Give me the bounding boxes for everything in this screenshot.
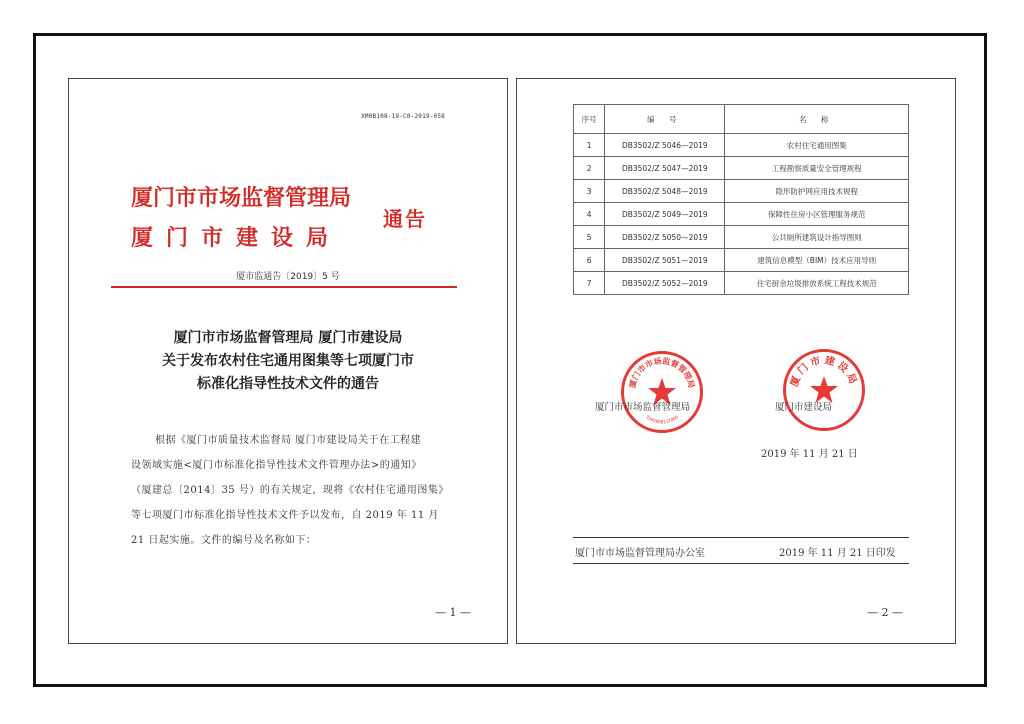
cell-seq: 2 — [574, 157, 605, 180]
print-date: 2019 年 11 月 21 日印发 — [779, 548, 896, 559]
table-row — [574, 249, 909, 272]
cell-name: 农村住宅通用图集 — [725, 134, 909, 157]
table-row — [574, 157, 909, 180]
page-1 — [68, 78, 508, 644]
cell-seq: 6 — [574, 249, 605, 272]
cell-code: DB3502/Z 5047—2019 — [605, 157, 725, 180]
table-row — [574, 226, 909, 249]
official-seal-construction-bureau — [783, 349, 865, 431]
column-header-name: 名 称 — [725, 105, 909, 134]
document-code: XM0B108-19-C0-2019-058 — [361, 113, 445, 120]
standards-table — [573, 104, 909, 295]
cell-seq: 7 — [574, 272, 605, 295]
cell-name: 建筑信息模型（BIM）技术应用导则 — [725, 249, 909, 272]
issuer-construction-bureau: 厦门市建设局 — [131, 225, 342, 251]
document-number: 厦市监通告〔2019〕5 号 — [236, 272, 340, 282]
seal-code: 3502000117060 — [644, 415, 680, 426]
signing-date: 2019 年 11 月 21 日 — [761, 449, 858, 460]
cell-code: DB3502/Z 5050—2019 — [605, 226, 725, 249]
cell-seq: 1 — [574, 134, 605, 157]
body-text-line: 等七项厦门市标准化指导性技术文件予以发布，自 2019 年 11 月 — [131, 510, 439, 521]
signatory-construction-bureau: 厦门市建设局 — [775, 402, 833, 413]
signatory-market-supervision: 厦门市市场监督管理局 — [595, 402, 691, 413]
column-header-code: 编 号 — [605, 105, 725, 134]
issuer-market-supervision: 厦门市市场监督管理局 — [131, 185, 352, 211]
footer-rule-bottom — [573, 563, 909, 564]
footer-rule-top — [573, 537, 909, 538]
seal-text: 厦门市市场监督管理局 — [627, 356, 697, 389]
body-text-line: （厦建总〔2014〕35 号）的有关规定，现将《农村住宅通用图集》 — [131, 485, 449, 496]
body-text-line: 21 日起实施。文件的编号及名称如下： — [131, 535, 317, 546]
page-number: — 1 — — [435, 606, 471, 619]
cell-seq: 4 — [574, 203, 605, 226]
cell-name: 保障性住房小区管理服务规范 — [725, 203, 909, 226]
red-divider — [111, 286, 457, 288]
cell-name: 隐形防护网应用技术规程 — [725, 180, 909, 203]
cell-name: 公共厕所建筑设计指导图则 — [725, 226, 909, 249]
cell-name: 住宅厨余垃圾排放系统工程技术规范 — [725, 272, 909, 295]
notice-word: 通告 — [383, 207, 427, 231]
page-2 — [516, 78, 956, 644]
seal-text: 厦门市建设局 — [788, 355, 860, 389]
cell-code: DB3502/Z 5052—2019 — [605, 272, 725, 295]
cell-code: DB3502/Z 5049—2019 — [605, 203, 725, 226]
seal-graphic — [786, 352, 862, 428]
title-line: 厦门市市场监督管理局 厦门市建设局 — [173, 330, 403, 346]
issuing-office: 厦门市市场监督管理局办公室 — [575, 548, 705, 559]
cell-code: DB3502/Z 5046—2019 — [605, 134, 725, 157]
cell-name: 工程勘察质量安全管理规程 — [725, 157, 909, 180]
official-seal-market-supervision — [621, 351, 703, 433]
body-text-line: 设领域实施<厦门市标准化指导性技术文件管理办法>的通知》 — [131, 460, 422, 471]
cell-code: DB3502/Z 5048—2019 — [605, 180, 725, 203]
cell-seq: 5 — [574, 226, 605, 249]
table-row — [574, 180, 909, 203]
page-number: — 2 — — [867, 606, 903, 619]
svg-text:3502000117060 — [644, 414, 679, 425]
table-row — [574, 272, 909, 295]
table-header-row — [574, 105, 909, 134]
cell-seq: 3 — [574, 180, 605, 203]
body-text-line: 根据《厦门市质量技术监督局 厦门市建设局关于在工程建 — [155, 435, 422, 446]
title-line: 关于发布农村住宅通用图集等七项厦门市 — [162, 353, 414, 369]
cell-code: DB3502/Z 5051—2019 — [605, 249, 725, 272]
column-header-seq: 序号 — [574, 105, 605, 134]
title-line: 标准化指导性技术文件的通告 — [197, 376, 379, 392]
red-header — [131, 181, 461, 263]
table-row — [574, 134, 909, 157]
seal-graphic — [624, 354, 700, 430]
table-row — [574, 203, 909, 226]
